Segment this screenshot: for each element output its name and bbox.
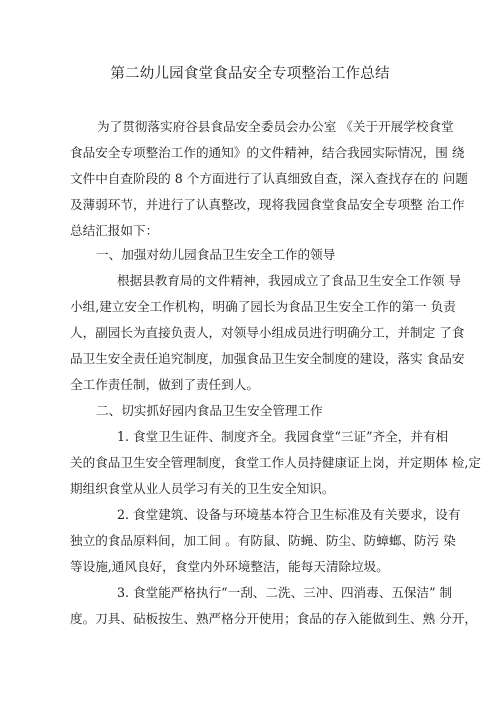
paragraph-line: 及薄弱环节，并进行了认真整改，现将我园食堂食品安全专项整 治工作 <box>70 197 465 212</box>
paragraph-line: 关的食品卫生安全管理制度，食堂工作人员持健康证上岗，并定期体 检,定 <box>70 455 482 470</box>
paragraph-line: 品卫生安全责任追究制度，加强食品卫生安全制度的建设，落实 食品安 <box>70 351 465 366</box>
paragraph-line: 2. 食堂建筑、设备与环境基本符合卫生标准及有关要求，设有 <box>117 507 461 522</box>
paragraph-line: 根据县教育局的文件精神，我园成立了食品卫生安全工作领 导 <box>117 273 462 288</box>
paragraph-line: 总结汇报如下： <box>70 223 159 238</box>
section-heading: 一、加强对幼儿园食品卫生安全工作的领导 <box>96 247 336 262</box>
paragraph-line: 度。刀具、砧板按生、熟严格分开使用；食品的存入能做到生、熟 分开， <box>70 611 478 626</box>
paragraph-line: 全工作责任制，做到了责任到人。 <box>70 377 259 392</box>
paragraph-line: 文件中自查阶段的 8 个方面进行了认真细致自查，深入查找存在的 问题 <box>70 171 468 186</box>
paragraph-line: 小组,建立安全工作机构，明确了园长为食品卫生安全工作的第一 负责 <box>70 299 456 314</box>
paragraph-line: 人，副园长为直接负责人，对领导小组成员进行明确分工，并制定 了食 <box>70 325 465 340</box>
paragraph-line: 食品安全专项整治工作的通知》的文件精神，结合我园实际情况，围 绕 <box>70 145 465 160</box>
paragraph-line: 期组织食堂从业人员学习有关的卫生安全知识。 <box>70 481 335 496</box>
paragraph-line: 独立的食品原料间，加工间 。有防鼠、防蝇、防尘、防蟑螂、防污 染 <box>70 533 456 548</box>
paragraph-line: 3. 食堂能严格执行“一刮、二洗、三冲、四消毒、五保洁” 制 <box>117 585 453 600</box>
document-title: 第二幼儿园食堂食品安全专项整治工作总结 <box>110 66 390 82</box>
paragraph-line: 为了贯彻落实府谷县食品安全委员会办公室 《关于开展学校食堂 <box>97 119 454 134</box>
paragraph-line: 1. 食堂卫生证件、制度齐全。我园食堂“三证”齐全，并有相 <box>117 429 449 444</box>
section-heading: 二、切实抓好园内食品卫生安全管理工作 <box>96 403 323 418</box>
paragraph-line: 等设施,通风良好，食堂内外环境整洁，能每天清除垃圾。 <box>70 559 389 574</box>
